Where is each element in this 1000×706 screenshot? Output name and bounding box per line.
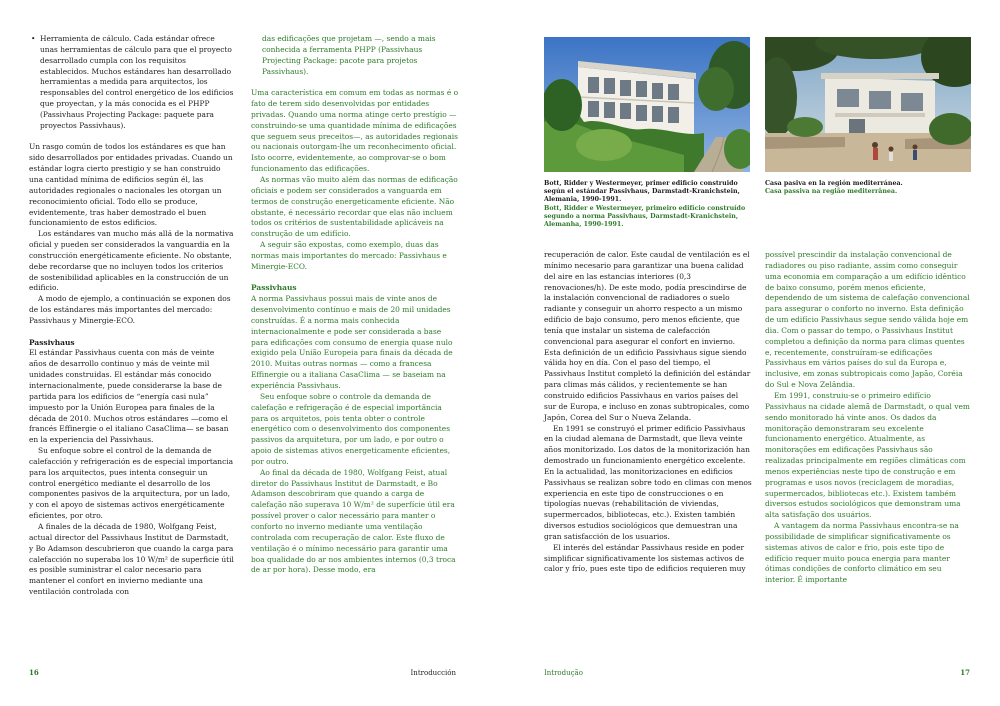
caption-portuguese: Casa passiva na região mediterrânea. [765,188,898,196]
paragraph: Un rasgo común de todos los estándares es que han sido desarrollados por entidades privadas. Cuando un estándar logra cierto prestigio y se han construido una cantidad mínima de edificios según él, las autoridades regionales o nacionales les otorgan un reconocimiento oficial. Todo ello se produce, evidentemente, tras haber demostrado el buen funcionamiento de estos edificios. [29,142,233,228]
right-page-portuguese-column [765,250,973,586]
page-number-left: 16 [29,668,39,677]
bullet-list [29,34,234,132]
paragraph: A seguir são expostas, como exemplo, duas das normas mais importantes do mercado: Passivhaus e Minergie-ECO. [251,240,447,271]
page-number-right: 17 [960,668,970,677]
caption-portuguese: Bott, Ridder e Westermeyer, primeiro edifício construído segundo a norma Passivhaus, Darmstadt-Kranichstein, Alemanha, 1990-1991. [544,204,746,229]
paragraph: A norma Passivhaus possui mais de vinte anos de desenvolvimento contínuo e mais de 20 mil unidades construídas. É a norma mais conhecida internacionalmente e pode ser considerada a base para edificações com consumo de energia quase nulo exigido pela União Europeia para finais da década de 2010. Muitas outras normas — como a francesa Effinergie ou a italiana CasaClima — se baseiam na experiência Passivhaus. [251,294,453,390]
paragraph: A vantagem da norma Passivhaus encontra-se na possibilidade de simplificar significativamente os sistemas ativos de calor e frio, pois este tipo de edifício requer muito pouca energia para manter ótimas condições de conforto climático em seu interior. É importante [765,521,959,585]
photo-mediterranean-passive-house [765,37,971,172]
paragraph: El estándar Passivhaus cuenta con más de veinte años de desarrollo continuo y más de veinte mil unidades construidas. El estándar más conocido internacionalmente, puede considerarse la base de partida para los edificios de “energía casi nula” impuesto por la Unión Europea para finales de la década de 2010. Muchos otros estándares —como el francés Effinergie o el italiano CasaClima— se basan en la experiencia del Passivhaus. [29,348,229,445]
darmstadt-building-image [544,37,750,172]
photo-darmstadt-passivhaus [544,37,750,172]
section-heading-passivhaus-pt: Passivhaus [251,283,297,293]
section-heading-passivhaus: Passivhaus [29,337,75,347]
caption-spanish: Casa pasiva en la región mediterránea. [765,180,903,187]
paragraph: das edificações que projetam —, sendo a mais conhecida a ferramenta PHPP (Passivhaus Projecting Package: pacote para projetos Passivhaus). [262,34,436,76]
paragraph: En 1991 se construyó el primer edificio Passivhaus en la ciudad alemana de Darmstadt, que lleva veinte años monitorizado. Los datos de la monitorización han demostrado un funcionamiento energético excelente. En la actualidad, las monitorizaciones en edificios Passivhaus se realizan sobre todo en climas con menos experiencia en este tipo de construcciones o en tipologías nuevas (rehabilitación de viviendas, supermercados, bibliotecas, etc.). Existen también diversos estudios sociológicos que demuestran una gran satisfacción de los usuarios. [544,423,752,541]
paragraph: El interés del estándar Passivhaus reside en poder simplificar significativamente los sistemas activos de calor y frío, pues este tipo de edificios requieren muy [544,542,746,574]
left-page-spanish-column [29,34,234,598]
running-head-right: Introdução [544,669,583,677]
paragraph: Ao final da década de 1980, Wolfgang Feist, atual diretor do Passivhaus Institut de Darmstadt, e Bo Adamson descobriram que quando a carga de calefação não superava 10 W/m² de superfície útil era possível prover o calor necessário para manter o conforto no inverno mediante uma ventilação controlada com recuperação de calor. Este fluxo de ventilação é o mínimo necessário para garantir uma boa qualidade do ar nos ambientes internos (0,3 troca de ar por hora). Desse modo, era [251,467,456,575]
mediterranean-house-image [765,37,971,172]
paragraph: As normas vão muito além das normas de edificação oficiais e podem ser considerados a vanguarda em termos de construção energeticamente eficiente. Não obstante, é necessário recordar que elas não incluem todos os critérios de sustentabilidade aplicáveis na construção de um edifício. [251,174,458,239]
photo-caption-mediterranean [765,180,973,196]
right-page-spanish-column [544,250,752,575]
caption-spanish: Bott, Ridder y Westermeyer, primer edificio construido según el estándar Passivhaus, Darmstadt-Kranichstein, Alemania, 1990-1991. [544,180,740,204]
paragraph: Los estándares van mucho más allá de la normativa oficial y pueden ser considerados la vanguardia en la construcción energéticamente eficiente. No obstante, debe recordarse que no incluyen todos los criterios de sostenibilidad aplicables en la construcción de un edificio. [29,229,234,293]
paragraph: Su enfoque sobre el control de la demanda de calefacción y refrigeración es de especial importancia para los arquitectos, pues intenta conseguir un control energético mediante el desarrollo de los componentes pasivos de la arquitectura, por un lado, y con el apoyo de sistemas activos energéticamente eficientes, por otro. [29,446,234,521]
paragraph: Uma característica em comum em todas as normas é o fato de terem sido desenvolvidas por entidades privadas. Quando uma norma atinge certo prestígio — construindo-se uma quantidade mínima de edificações que seguem seus preceitos—, as autoridades regionais ou nacionais outorgam-lhe um reconhecimento oficial. Isto ocorre, evidentemente, ao comprovar-se o bom funcionamento das edificações. [251,88,459,174]
left-page-portuguese-column [251,34,459,576]
running-head-left: Introducción [410,669,456,677]
bullet-item-calculation-tool: • Herramienta de cálculo. Cada estándar ofrece unas herramientas de cálculo para que el proyecto desarrollado cumpla con los requisitos establecidos. Muchos estándares han desarrollado herramientas a medida para arquitectos, los responsables del control energético de los edificios que proyectan, y la más conocida es el PHPP (Passivhaus Projecting Package: paquete para proyectos Passivhaus). [29,34,234,132]
paragraph: A finales de la década de 1980, Wolfgang Feist, actual director del Passivhaus Institut de Darmstadt, y Bo Adamson descubrieron que cuando la carga para calefacción no superaba los 10 W/m² de superficie útil es posible suministrar el calor necesario para mantener el confort en invierno mediante una ventilación controlada con [29,521,234,597]
photo-caption-darmstadt [544,180,752,229]
paragraph: Em 1991, construiu-se o primeiro edifício Passivhaus na cidade alemã de Darmstadt, o qual vem sendo monitorado há vinte anos. Os dados da monitoração demonstraram seu excelente funcionamento energético. Atualmente, as monitorações em edificações Passivhaus são realizadas principalmente em regiões climáticas com menos experiências neste tipo de construção e em programas e usos novos (reciclagem de moradias, supermercados, bibliotecas etc.). Existem também diversos estudos sociológicos que demonstram uma alta satisfação dos usuários. [765,390,970,520]
paragraph: A modo de ejemplo, a continuación se exponen dos de los estándares más importantes del mercado: Passivhaus y Minergie-ECO. [29,294,231,325]
paragraph: possível prescindir da instalação convencional de radiadores ou piso radiante, assim como conseguir uma economia em comparação a um edifício idêntico de baixo consumo, porém menos eficiente, dependendo de um sistema de calefação convencional para assegurar o conforto no inverno. Esta definição de um edifício Passivhaus segue sendo válida hoje em dia. Com o passar do tempo, o Passivhaus Institut completou a definição da norma para climas quentes e, recentemente, construíram-se edificações Passivhaus em vários países do sul da Europa e, inclusive, em zonas subtropicais como Japão, Coréia do Sul e Nova Zelândia. [765,250,970,390]
paragraph: Seu enfoque sobre o controle da demanda de calefação e refrigeração é de especial importância para os arquitetos, pois tenta obter o controle energético com o desenvolvimento dos componentes passivos da arquitetura, por um lado, e por outro o apoio de sistemas ativos energeticamente eficientes, por outro. [251,391,451,466]
paragraph: recuperación de calor. Este caudal de ventilación es el mínimo necesario para garantizar una buena calidad del aire en las estancias interiores (0,3 renovaciones/h). De este modo, podía prescindirse de la instalación convencional de radiadores o suelo radiante y conseguir un ahorro respecto a un mismo edificio de bajo consumo, pero menos eficiente, que tenía que instalar un sistema de calefacción convencional para asegurar el confort en invierno. Esta definición de un edificio Passivhaus sigue siendo válida hoy en día. Con el paso del tiempo, el Passivhaus Institut completó la definición del estándar para climas más cálidos, y recientemente se han construido edificios Passivhaus en varios países del sur de Europa, e incluso en zonas subtropicales, como Japón, Corea del Sur o Nueva Zelanda. [544,250,751,422]
